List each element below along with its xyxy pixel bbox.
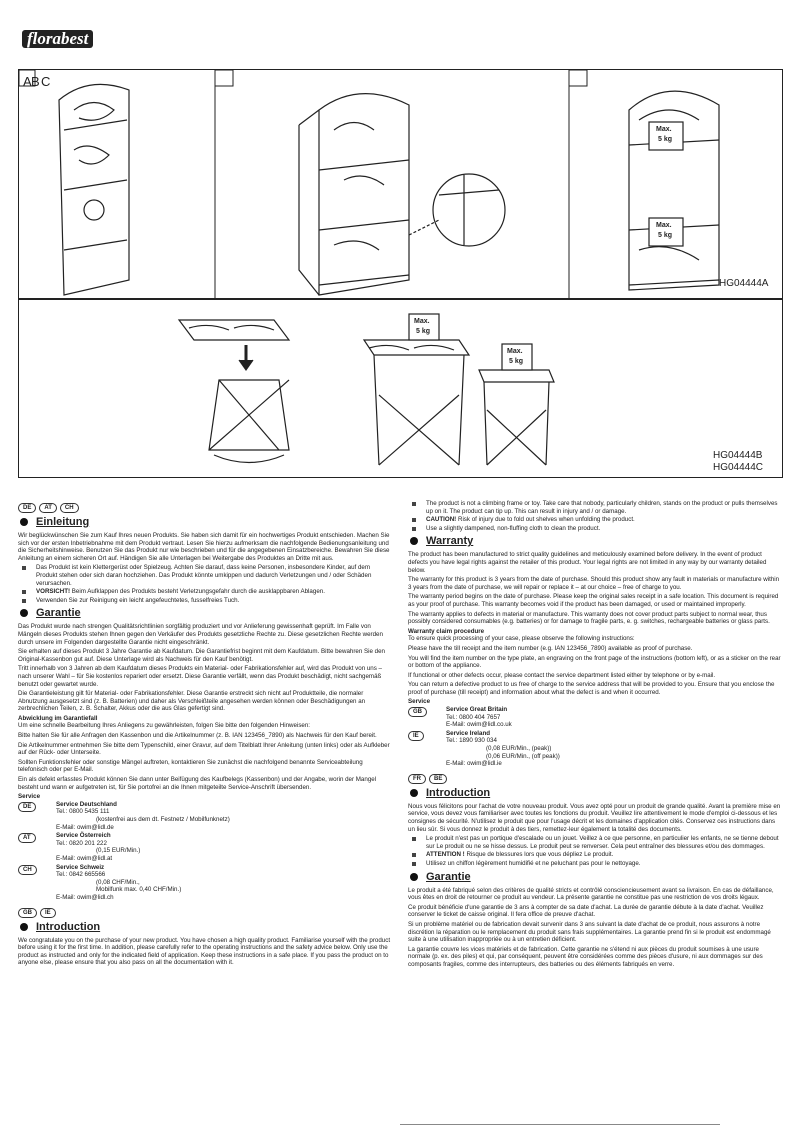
service-ch: [18, 864, 393, 902]
flag-ie: IE: [40, 908, 56, 918]
service-flag-at: AT: [18, 833, 36, 843]
service-ie-mail[interactable]: E-Mail: owim@lidl.ie: [446, 760, 502, 768]
bullet-fr-3: Utilisez un chiffon légèrement humidifié et ne peluchant pas pour le nettoyage.: [408, 860, 783, 868]
service-ie-tel: Tel.: 1890 930 034: [446, 737, 497, 745]
service-ch-tel: Tel.: 0842 665566: [56, 871, 106, 879]
heading-warranty: Warranty: [426, 535, 783, 548]
bullet-de-1: Das Produkt ist kein Klettergerüst oder Spielzeug. Achten Sie darauf, dass keine Personen, insbesondere Kinder, auf dem Produkt stehen oder sich daran hochziehen. Das Produkt könnte umkippen und dadurch Verletzungen und / oder Schäden verursachen.: [18, 564, 393, 587]
bullet-de-3: Verwenden Sie zur Reinigung ein leicht angefeuchtetes, fusselfreies Tuch.: [18, 597, 393, 605]
service-gb-tel: Tel.: 0800 404 7657: [446, 713, 501, 721]
heading-claim: Warranty claim procedure: [408, 627, 485, 635]
service-de-tel: Tel.: 0800 5435 111: [56, 808, 110, 816]
heading-introduction-fr: Introduction: [426, 787, 783, 800]
caution-en: CAUTION!: [426, 516, 457, 524]
heading-service-de: Service: [18, 793, 41, 801]
bullet-fr-2-text: Risque de blessures lors que vous dépliez Le produit.: [464, 851, 614, 859]
weight-value-4: 5 kg: [509, 358, 524, 365]
caution-de: VORSICHT!: [36, 588, 71, 596]
right-column: [408, 500, 783, 971]
figure-top: [18, 69, 783, 299]
heading-garantie: Garantie: [36, 607, 393, 620]
service-flag-gb: GB: [408, 707, 427, 717]
weight-label-3: Max.: [414, 318, 430, 325]
figure-bottom: [18, 299, 783, 478]
heading-einleitung: Einleitung: [36, 516, 393, 529]
panel-label-b: B: [31, 74, 40, 89]
claim-p4: If functional or other defects occur, please contact the service department listed either by telephone or by e-mail.: [408, 671, 716, 679]
warranty-p2: The warranty for this product is 3 years from the date of purchase. Should this product show any fault in materials or manufacture within 3 years from the date of purchase, we will repair or replace it – at our choice – free of charge to you.: [408, 576, 780, 591]
service-ie-note2: (0,06 EUR/Min., (off peak)): [486, 752, 560, 760]
shelf-illustrations: [19, 70, 784, 300]
weight-value-2: 5 kg: [658, 232, 673, 239]
abwicklung-p2: Bitte halten Sie für alle Anfragen den Kassenbon und die Artikelnummer (z. B. IAN 123456_7890) als Nachweis für den Kauf bereit.: [18, 732, 377, 740]
caution-fr: ATTENTION !: [426, 851, 465, 859]
garantie-fr-p3: Si un problème matériel ou de fabrication devait survenir dans 3 ans suivant la date d'achat de ce produit, nous assurons à notre discrétion la réparation ou le remplacement du produit sans frais supplémentaires. La garantie prend fin si le produit est endommagé suite à une utilisation inappropriée ou à un entretien déficient.: [408, 920, 771, 944]
warranty-p3: The warranty period begins on the date of purchase. Please keep the original sales receipt in a safe location. This document is required as your proof of purchase. This warranty becomes void if the product has been damaged, or used or maintained improperly.: [408, 593, 779, 608]
service-ch-mail[interactable]: E-Mail: owim@lidl.ch: [56, 893, 114, 901]
panel-label-a: A: [23, 74, 32, 89]
heading-introduction: Introduction: [36, 921, 393, 934]
language-flags-gb: [18, 908, 393, 918]
claim-p2: Please have the till receipt and the item number (e.g. IAN 123456_7890) available as proof of purchase.: [408, 644, 693, 652]
introduction-fr-text: Nous vous félicitons pour l'achat de votre nouveau produit. Vous avez opté pour un produit de grande qualité. Avant la première mise en service, vous devez vous familiariser avec toutes les fonctions du produit. Veuillez lire attentivement le mode d'emploi ci-dessous et les consignes de sécurité. N'utilisez le produit que pour l'usage décrit et les domaines d'application cités. Conservez ces instructions dans un lieu sûr. Si vous donnez le produit à des tiers, remettez-leur également la totalité des documents.: [408, 802, 781, 833]
service-de-name: Service Deutschland: [56, 800, 117, 808]
bullet-en-1: The product is not a climbing frame or toy. Take care that nobody, particularly children, stands on the product or pulls themselves up on it. The product can tip up. This can result in injury and / or damage.: [408, 500, 783, 515]
brand-logo: [18, 26, 100, 50]
einleitung-text: Wir beglückwünschen Sie zum Kauf Ihres neuen Produkts. Sie haben sich damit für ein hochwertiges Produkt entschieden. Machen Sie sich vor der ersten Inbetriebnahme mit dem Produkt vertraut. Lesen Sie hierzu aufmerksam die nachfolgende Bedienungsanleitung und die Sicherheitshinweise. Benutzen Sie das Produkt nur wie beschrieben und für die angegebenen Einsatzbereiche. Bewahren Sie diese Anleitung an einem sicheren Ort auf. Händigen Sie alle Unterlagen bei Weitergabe des Produktes an Dritte mit aus.: [18, 532, 390, 562]
flag-be: BE: [429, 774, 447, 784]
model-number-a: HG04444A: [719, 278, 769, 289]
service-at-tel: Tel.: 0820 201 222: [56, 839, 107, 847]
garantie-fr-p1: Le produit a été fabriqué selon des critères de qualité stricts et contrôlé consciencieusement avant sa livraison. En cas de défaillance, vous êtes en droit de retourner ce produit au vendeur. La présente garantie ne constitue pas une restriction de vos droits légaux.: [408, 886, 774, 902]
service-gb-mail[interactable]: E-Mail: owim@lidl.co.uk: [446, 721, 512, 729]
heading-abwicklung: Abwicklung im Garantiefall: [18, 714, 98, 722]
service-de-mail[interactable]: E-Mail: owim@lidl.de: [56, 823, 114, 831]
bullet-de-2: [18, 588, 393, 596]
garantie-fr-p4: La garantie couvre les vices matériels et de fabrication. Cette garantie ne s'étend ni aux pièces du produit soumises à une usure normale (p. ex. des piles) et qui, par conséquent, peuvent être considérées comme des pièces d'usure, ni aux dommages sur des composants fragiles, comme des interrupteurs, des batteries ou des éléments fabriqués en verre.: [408, 945, 763, 968]
bullet-en-3: Use a slightly dampened, non-fluffing cloth to clean the product.: [408, 525, 783, 533]
service-at-name: Service Österreich: [56, 832, 111, 840]
abwicklung-p1: Um eine schnelle Bearbeitung Ihres Anliegens zu gewährleisten, folgen Sie bitte den folgenden Hinweisen:: [18, 722, 311, 730]
bullet-en-2: [408, 516, 783, 524]
service-gb: [408, 706, 783, 729]
service-de-note: (kostenfrei aus dem dt. Festnetz / Mobilfunknetz): [96, 816, 230, 823]
garantie-p1: Das Produkt wurde nach strengen Qualitätsrichtlinien sorgfältig produziert und vor Anlieferung gewissenhaft geprüft. Im Falle von Mängeln dieses Produkts stehen Ihnen gegen den Verkäufer des Produkts gesetzliche Rechte zu. Diese gesetzlichen Rechte werden durch unsere im Folgenden dargestellte Garantie nicht eingeschränkt.: [18, 623, 383, 646]
service-ch-name: Service Schweiz: [56, 863, 105, 871]
flag-at: AT: [39, 503, 57, 513]
model-number-b: HG04444B: [713, 450, 763, 461]
warranty-p1: The product has been manufactured to strict quality guidelines and meticulously examined before delivery. In the event of product defects you have legal rights against the retailer of this product. Your legal rights are not limited in any way by our warranty detailed below.: [408, 551, 767, 574]
abwicklung-p5: Ein als defekt erfasstes Produkt können Sie dann unter Beifügung des Kaufbelegs (Kassenbon) und der Angabe, worin der Mangel besteht und wann er aufgetreten ist, für Sie portofrei an die Ihnen mitgeteilte Service-Anschrift übersenden.: [18, 776, 377, 791]
left-column: [18, 500, 393, 969]
bullet-fr-2: [408, 851, 783, 859]
abwicklung-p4: Sollten Funktionsfehler oder sonstige Mängel auftreten, kontaktieren Sie zunächst die nachfolgend benannte Serviceabteilung telefonisch oder per E-Mail.: [18, 758, 363, 774]
table-illustrations: [19, 300, 784, 479]
weight-label-2: Max.: [656, 222, 672, 229]
claim-p3: You will find the item number on the type plate, an engraving on the front page of the instructions (bottom left), or as a sticker on the rear or bottom of the appliance.: [408, 654, 781, 670]
bullet-de-2-text: Beim Aufklappen des Produkts besteht Verletzungsgefahr durch die ausklappbaren Ablagen.: [70, 588, 325, 596]
flag-de: DE: [18, 503, 36, 513]
service-ie-note1: (0,08 EUR/Min., (peak)): [486, 745, 552, 753]
claim-p1: To ensure quick processing of your case, please observe the following instructions:: [408, 635, 635, 643]
heading-service-en: Service: [408, 698, 431, 706]
bullet-fr-1: Le produit n'est pas un portique d'escalade ou un jouet. Veillez à ce que personne, en particulier les enfants, ne se tienne debout sur Le produit ou ne se hisse dessus. Le produit peut se renverser. Cela peut entraîner des blessures et/ou des dommages.: [408, 835, 783, 850]
garantie-p2: Sie erhalten auf dieses Produkt 3 Jahre Garantie ab Kaufdatum. Die Garantiefrist beginnt mit dem Kaufdatum. Bitte bewahren Sie den Original-Kassenbon gut auf. Diese Unterlage wird als Nachweis für den Kauf benötigt.: [18, 648, 385, 663]
garantie-p4: Die Garantieleistung gilt für Material- oder Fabrikationsfehler. Diese Garantie erstreckt sich nicht auf Produktteile, die normaler Abnutzung ausgesetzt sind (z. B. Batterien) und daher als Verschleißteile angesehen werden können oder Beschädigungen an zerbrechlichen Teilen, z. B. Schalter, Akkus oder die aus Glas gefertigt sind.: [18, 690, 366, 713]
language-flags-fr: [408, 774, 783, 784]
service-ie: [408, 730, 783, 768]
brand-name: florabest: [22, 30, 93, 48]
service-at-mail[interactable]: E-Mail: owim@lidl.at: [56, 854, 113, 862]
weight-label-1: Max.: [656, 126, 672, 133]
model-number-c: HG04444C: [713, 462, 764, 473]
service-ie-name: Service Ireland: [446, 729, 491, 737]
flag-gb: GB: [18, 908, 37, 918]
weight-value-3: 5 kg: [416, 328, 431, 335]
panel-label-c: C: [41, 74, 51, 89]
heading-garantie-fr: Garantie: [426, 871, 783, 884]
service-at-note: (0,15 EUR/Min.): [96, 847, 141, 855]
service-ch-note1: (0,08 CHF/Min.,: [96, 878, 140, 886]
flag-fr: FR: [408, 774, 426, 784]
service-de: [18, 801, 393, 831]
garantie-p3: Tritt innerhalb von 3 Jahren ab dem Kaufdatum dieses Produkts ein Material- oder Fabrikationsfehler auf, wird das Produkt von uns – nach unserer Wahl – für Sie kostenlos repariert oder ersetzt. Diese Garantie verfällt, wenn das Produkt beschädigt, nicht sachgemäß benutzt oder gewartet wurde.: [18, 665, 382, 688]
language-flags-de: [18, 503, 393, 513]
warranty-p4: The warranty applies to defects in material or manufacture. This warranty does not cover product parts subject to normal wear, thus possibly considered consumables (e.g. batteries) or for damage to fragile parts, e. g. switches, rechargeable batteries or glass parts.: [408, 610, 770, 626]
service-flag-ch: CH: [18, 865, 37, 875]
flag-ch: CH: [60, 503, 79, 513]
weight-label-4: Max.: [507, 348, 523, 355]
service-gb-name: Service Great Britain: [446, 706, 508, 714]
service-at: [18, 832, 393, 862]
service-ch-note2: Mobilfunk max. 0,40 CHF/Min.): [96, 886, 182, 894]
footer-rule: [400, 1124, 720, 1125]
bullet-en-2-text: Risk of injury due to fold out shelves when unfolding the product.: [456, 516, 635, 524]
weight-value-1: 5 kg: [658, 136, 673, 143]
garantie-fr-p2: Ce produit bénéficie d'une garantie de 3 ans à compter de sa date d'achat. La durée de garantie débute à la date d'achat. Veuillez conserver le ticket de caisse original. Il fera office de preuve d'achat.: [408, 903, 764, 919]
service-flag-de: DE: [18, 802, 36, 812]
claim-p5: You can return a defective product to us free of charge to the service address that will be provided to you. Ensure that you enclose the proof of purchase (till receipt) and information about what the defect is and when it occurred.: [408, 681, 775, 696]
service-flag-ie: IE: [408, 731, 424, 741]
introduction-text: We congratulate you on the purchase of your new product. You have chosen a high quality product. Familiarise yourself with the product before using it for the first time. In addition, please carefully refer to the operating instructions and the safety advice below. Only use the product as instructed and only for the indicated field of application. Keep these instructions in a safe place. If you pass the product on to anyone else, please ensure that you also pass on all the documentation with it.: [18, 936, 391, 967]
abwicklung-p3: Die Artikelnummer entnehmen Sie bitte dem Typenschild, einer Gravur, auf dem Titelblatt Ihrer Anleitung (unten links) oder als Aufkleber auf der Rück- oder Unterseite.: [18, 741, 390, 757]
